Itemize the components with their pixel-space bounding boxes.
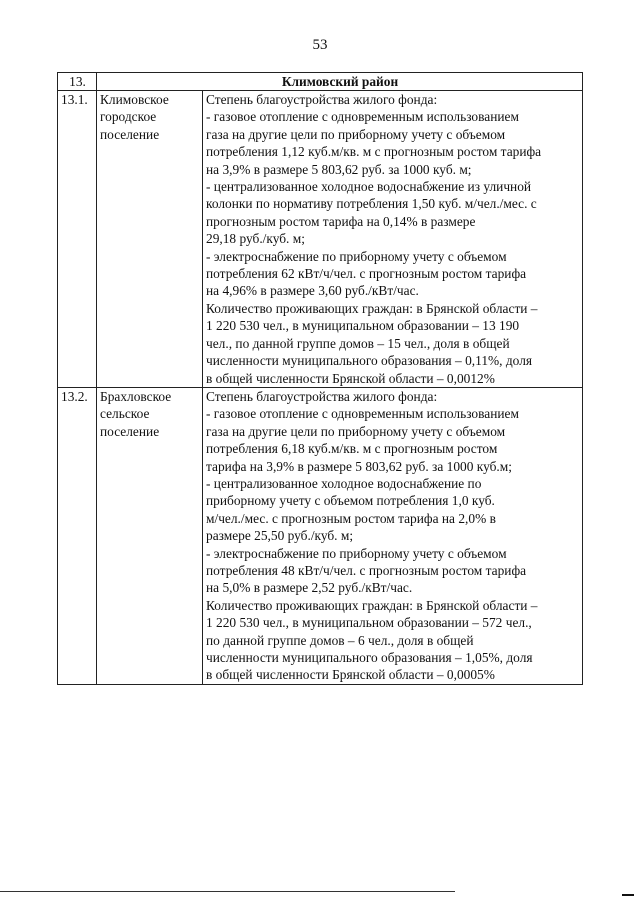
description-line: тарифа на 3,9% в размере 5 803,62 руб. за 1000 куб.м; bbox=[206, 458, 512, 474]
description-line: на 3,9% в размере 5 803,62 руб. за 1000 куб. м; bbox=[206, 161, 472, 177]
settlement-name-line: поселение bbox=[100, 423, 160, 439]
settlement-name bbox=[97, 387, 203, 684]
table-row bbox=[58, 387, 583, 684]
description-line: - электроснабжение по приборному учету с объемом bbox=[206, 248, 507, 264]
description-line: численности муниципального образования – 0,11%, доля bbox=[206, 353, 533, 369]
description-line: размере 25,50 руб./куб. м; bbox=[206, 528, 354, 544]
table-row bbox=[58, 91, 583, 388]
description-line: - централизованное холодное водоснабжение по bbox=[206, 475, 482, 491]
description-line: приборному учету с объемом потребления 1,0 куб. bbox=[206, 493, 495, 509]
settlement-description bbox=[203, 91, 583, 388]
settlement-name-line: Климовское bbox=[100, 92, 169, 107]
district-table bbox=[57, 72, 583, 685]
section-number: 13. bbox=[58, 73, 97, 91]
settlement-name-line: Брахловское bbox=[100, 388, 172, 404]
description-line: колонки по нормативу потребления 1,50 куб. м/чел./мес. с bbox=[206, 196, 537, 212]
description-line: потребления 48 кВт/ч/чел. с прогнозным ростом тарифа bbox=[206, 562, 527, 578]
description-line: - электроснабжение по приборному учету с объемом bbox=[206, 545, 507, 561]
description-line: 29,18 руб./куб. м; bbox=[206, 231, 305, 247]
footer-rule bbox=[0, 891, 455, 892]
description-line: в общей численности Брянской области – 0,0012% bbox=[206, 370, 495, 386]
description-line: численности муниципального образования – 1,05%, доля bbox=[206, 650, 533, 665]
description-line: - газовое отопление с одновременным использованием bbox=[206, 109, 519, 125]
description-line: потребления 62 кВт/ч/чел. с прогнозным ростом тарифа bbox=[206, 266, 527, 282]
settlement-name-line: городское bbox=[100, 109, 157, 125]
table-header-row bbox=[58, 73, 583, 91]
description-line: газа на другие цели по приборному учету с объемом bbox=[206, 423, 506, 439]
description-line: 1 220 530 чел., в муниципальном образовании – 13 190 bbox=[206, 318, 520, 334]
description-line: 1 220 530 чел., в муниципальном образовании – 572 чел., bbox=[206, 615, 532, 631]
settlement-description bbox=[203, 387, 583, 684]
description-line: прогнозным ростом тарифа на 0,14% в размере bbox=[206, 213, 476, 229]
description-line: - централизованное холодное водоснабжение из уличной bbox=[206, 179, 532, 195]
district-title: Климовский район bbox=[97, 73, 583, 91]
description-line: м/чел./мес. с прогнозным ростом тарифа на 2,0% в bbox=[206, 510, 496, 526]
description-line: потребления 1,12 куб.м/кв. м с прогнозным ростом тарифа bbox=[206, 144, 542, 160]
description-line: чел., по данной группе домов – 15 чел., доля в общей bbox=[206, 335, 510, 351]
description-line: на 5,0% в размере 2,52 руб./кВт/час. bbox=[206, 580, 413, 596]
settlement-name bbox=[97, 91, 203, 388]
description-line: - газовое отопление с одновременным использованием bbox=[206, 406, 519, 422]
footer-mark bbox=[622, 894, 634, 896]
page-number: 53 bbox=[312, 37, 328, 53]
description-line: в общей численности Брянской области – 0,0005% bbox=[206, 667, 495, 683]
row-number: 13.2. bbox=[58, 387, 97, 684]
description-line: Степень благоустройства жилого фонда: bbox=[206, 92, 438, 107]
settlement-name-line: сельское bbox=[100, 406, 150, 422]
description-line: потребления 6,18 куб.м/кв. м с прогнозным ростом bbox=[206, 441, 498, 457]
description-line: по данной группе домов – 6 чел., доля в общей bbox=[206, 632, 474, 648]
description-line: Количество проживающих граждан: в Брянской области – bbox=[206, 300, 538, 316]
description-line: газа на другие цели по приборному учету с объемом bbox=[206, 126, 506, 142]
description-line: Количество проживающих граждан: в Брянской области – bbox=[206, 597, 538, 613]
row-number: 13.1. bbox=[58, 91, 97, 388]
settlement-name-line: поселение bbox=[100, 126, 160, 142]
description-line: Степень благоустройства жилого фонда: bbox=[206, 388, 438, 404]
description-line: на 4,96% в размере 3,60 руб./кВт/час. bbox=[206, 283, 419, 299]
